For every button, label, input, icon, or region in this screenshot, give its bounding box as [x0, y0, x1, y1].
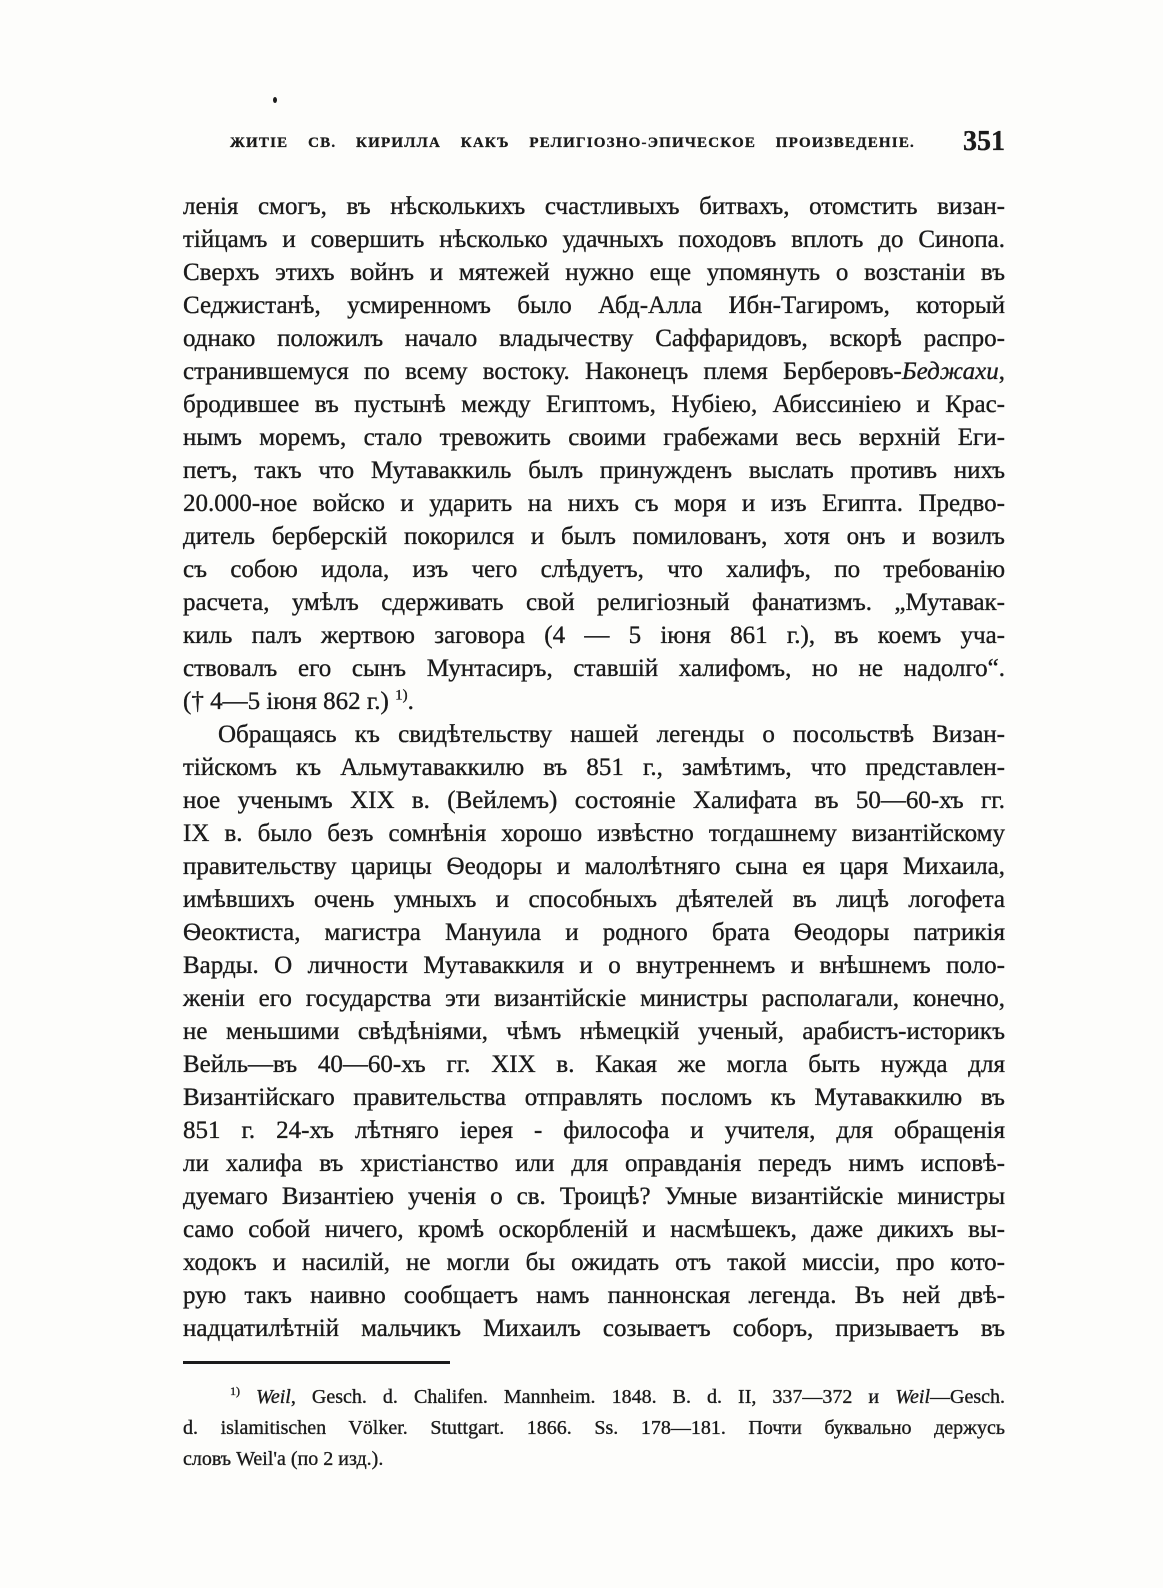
line-text: женіи его государства эти византійскіе министры располагали, конечно, [183, 985, 1005, 1012]
line-segment: . [407, 688, 414, 715]
text-line [183, 784, 1005, 817]
line-text: рую такъ наивно сообщаетъ намъ паннонская легенда. Въ ней двѣ- [183, 1282, 1005, 1309]
text-line [183, 190, 1005, 223]
text-line [183, 883, 1005, 916]
italic-term: Weil [256, 1386, 291, 1408]
paragraph [183, 190, 1005, 718]
text-line [183, 1015, 1005, 1048]
text-line [183, 949, 1005, 982]
text-line [183, 619, 1005, 652]
footnote [183, 1382, 1005, 1475]
line-text [183, 685, 414, 718]
text-line [183, 388, 1005, 421]
line-text: не меньшими свѣдѣніями, чѣмъ нѣмецкій ученый, арабистъ-историкъ [183, 1018, 1005, 1045]
text-line [183, 982, 1005, 1015]
text-line [183, 817, 1005, 850]
text-line [183, 1048, 1005, 1081]
italic-term: Беджахи [901, 358, 999, 385]
line-text: правительству царицы Ѳеодоры и малолѣтняго сына ея царя Михаила, [183, 853, 1005, 880]
text-line [183, 454, 1005, 487]
line-text: дуемаго Византіею ученія о св. Троицѣ? Умные византійскіе министры [183, 1183, 1005, 1210]
running-title: ЖИТІЕ СВ. КИРИЛЛА КАКЪ РЕЛИГІОЗНО-ЭПИЧЕСКОЕ ПРОИЗВЕДЕНІЕ. [230, 135, 915, 151]
line-text: имѣвшихъ очень умныхъ и способныхъ дѣятелей въ лицѣ логофета [183, 886, 1005, 913]
line-text: бродившее въ пустынѣ между Египтомъ, Нубіею, Абиссиніею и Крас- [183, 391, 1005, 418]
line-text: IX в. было безъ сомнѣнія хорошо извѣстно тогдашнему византійскому [183, 820, 1005, 847]
scan-speck [273, 97, 277, 103]
line-text: Седжистанѣ, усмиренномъ было Абд-Алла Ибн-Тагиромъ, который [183, 292, 1005, 319]
running-head [230, 131, 915, 155]
line-text: ствовалъ его сынъ Мунтасиръ, ставшій халифомъ, но не надолго“. [183, 655, 1005, 682]
line-text: однако положилъ начало владычеству Саффаридовъ, вскорѣ распро- [183, 325, 1005, 352]
text-line [183, 256, 1005, 289]
line-text: Сверхъ этихъ войнъ и мятежей нужно еще упомянуть о возстаніи въ [183, 259, 1005, 286]
line-text: d. islamitischen Völker. Stuttgart. 1866. Ss. 178—181. Почти буквально держусь [183, 1417, 1005, 1439]
footnote-line [183, 1413, 1005, 1444]
footnote-marker: 1) [230, 1384, 240, 1399]
italic-term: Weil [895, 1386, 931, 1408]
text-line [183, 1213, 1005, 1246]
page-number: 351 [963, 126, 1005, 157]
text-line [183, 1114, 1005, 1147]
line-text: петъ, такъ что Мутаваккиль былъ принужденъ выслать противъ нихъ [183, 457, 1005, 484]
line-text: Византійскаго правительства отправлять посломъ къ Мутаваккилю въ [183, 1084, 1005, 1111]
line-text: словъ Weil'а (по 2 изд.). [183, 1448, 384, 1470]
line-segment: странившемуся по всему востоку. Наконецъ племя Берберовъ- [183, 358, 902, 385]
line-text: надцатилѣтній мальчикъ Михаилъ созываетъ соборъ, призываетъ въ [183, 1315, 1005, 1342]
line-text: киль палъ жертвою заговора (4 — 5 іюня 861 г.), въ коемъ уча- [183, 622, 1005, 649]
footnote-line [183, 1444, 1005, 1475]
paragraph [183, 718, 1005, 1345]
line-text: ли халифа въ христіанство или для оправданія передъ нимъ исповѣ- [183, 1150, 1005, 1177]
text-line [183, 586, 1005, 619]
line-segment: , [998, 358, 1005, 385]
text-line [183, 322, 1005, 355]
footnote-line [183, 1382, 1005, 1413]
text-line [183, 685, 1005, 718]
footnote-rule [183, 1361, 450, 1364]
text-line [183, 916, 1005, 949]
line-text: Ѳеоктиста, магистра Мануила и родного брата Ѳеодоры патрикія [183, 919, 1005, 946]
line-text: 20.000-ное войско и ударить на нихъ съ моря и изъ Египта. Предво- [183, 490, 1005, 517]
text-line [183, 1147, 1005, 1180]
line-text: дитель берберскій покорился и былъ помилованъ, хотя онъ и возилъ [183, 523, 1005, 550]
text-line [183, 223, 1005, 256]
text-line [183, 421, 1005, 454]
text-line [183, 355, 1005, 388]
line-text: 851 г. 24-хъ лѣтняго іерея - философа и учителя, для обращенія [183, 1117, 1005, 1144]
line-text: тійцамъ и совершить нѣсколько удачныхъ походовъ вплоть до Синопа. [183, 226, 1005, 253]
line-text [230, 1382, 1005, 1413]
text-line [183, 652, 1005, 685]
text-line [183, 1180, 1005, 1213]
text-line [183, 718, 1005, 751]
text-line [183, 289, 1005, 322]
line-text: само собой ничего, кромѣ оскорбленій и насмѣшекъ, даже дикихъ вы- [183, 1216, 1005, 1243]
text-line [183, 850, 1005, 883]
line-text: Обращаясь къ свидѣтельству нашей легенды о посольствѣ Визан- [218, 721, 1005, 748]
line-text: нымъ моремъ, стало тревожить своими грабежами весь верхній Еги- [183, 424, 1005, 451]
text-line [183, 553, 1005, 586]
line-text [183, 355, 1005, 388]
line-text: ное ученымъ XIX в. (Вейлемъ) состояніе Халифата въ 50—60-хъ гг. [183, 787, 1005, 814]
text-line [183, 751, 1005, 784]
line-text: Варды. О личности Мутаваккиля и о внутреннемъ и внѣшнемъ поло- [183, 952, 1005, 979]
text-line [183, 1279, 1005, 1312]
line-segment: († 4—5 іюня 862 г.) [183, 688, 396, 715]
footnote-reference: 1) [395, 687, 408, 704]
line-text: съ собою идола, изъ чего слѣдуетъ, что халифъ, по требованію [183, 556, 1005, 583]
text-line [183, 1312, 1005, 1345]
line-text: Вейль—въ 40—60-хъ гг. XIX в. Какая же могла быть нужда для [183, 1051, 1005, 1078]
text-line [183, 520, 1005, 553]
text-line [183, 1246, 1005, 1279]
line-text: расчета, умѣлъ сдерживать свой религіозный фанатизмъ. „Мутавак- [183, 589, 1005, 616]
main-text [183, 190, 1005, 1345]
text-line [183, 487, 1005, 520]
line-segment: —Gesch. [930, 1386, 1005, 1408]
line-text: ходокъ и насилій, не могли бы ожидать отъ такой миссіи, про кото- [183, 1249, 1005, 1276]
line-text: ленія смогъ, въ нѣсколькихъ счастливыхъ битвахъ, отомстить визан- [183, 193, 1005, 220]
text-line [183, 1081, 1005, 1114]
line-text: тійскомъ къ Альмутаваккилю въ 851 г., замѣтимъ, что представлен- [183, 754, 1005, 781]
line-segment: , Gesch. d. Chalifen. Mannheim. 1848. B. d. II, 337—372 и [290, 1386, 896, 1408]
